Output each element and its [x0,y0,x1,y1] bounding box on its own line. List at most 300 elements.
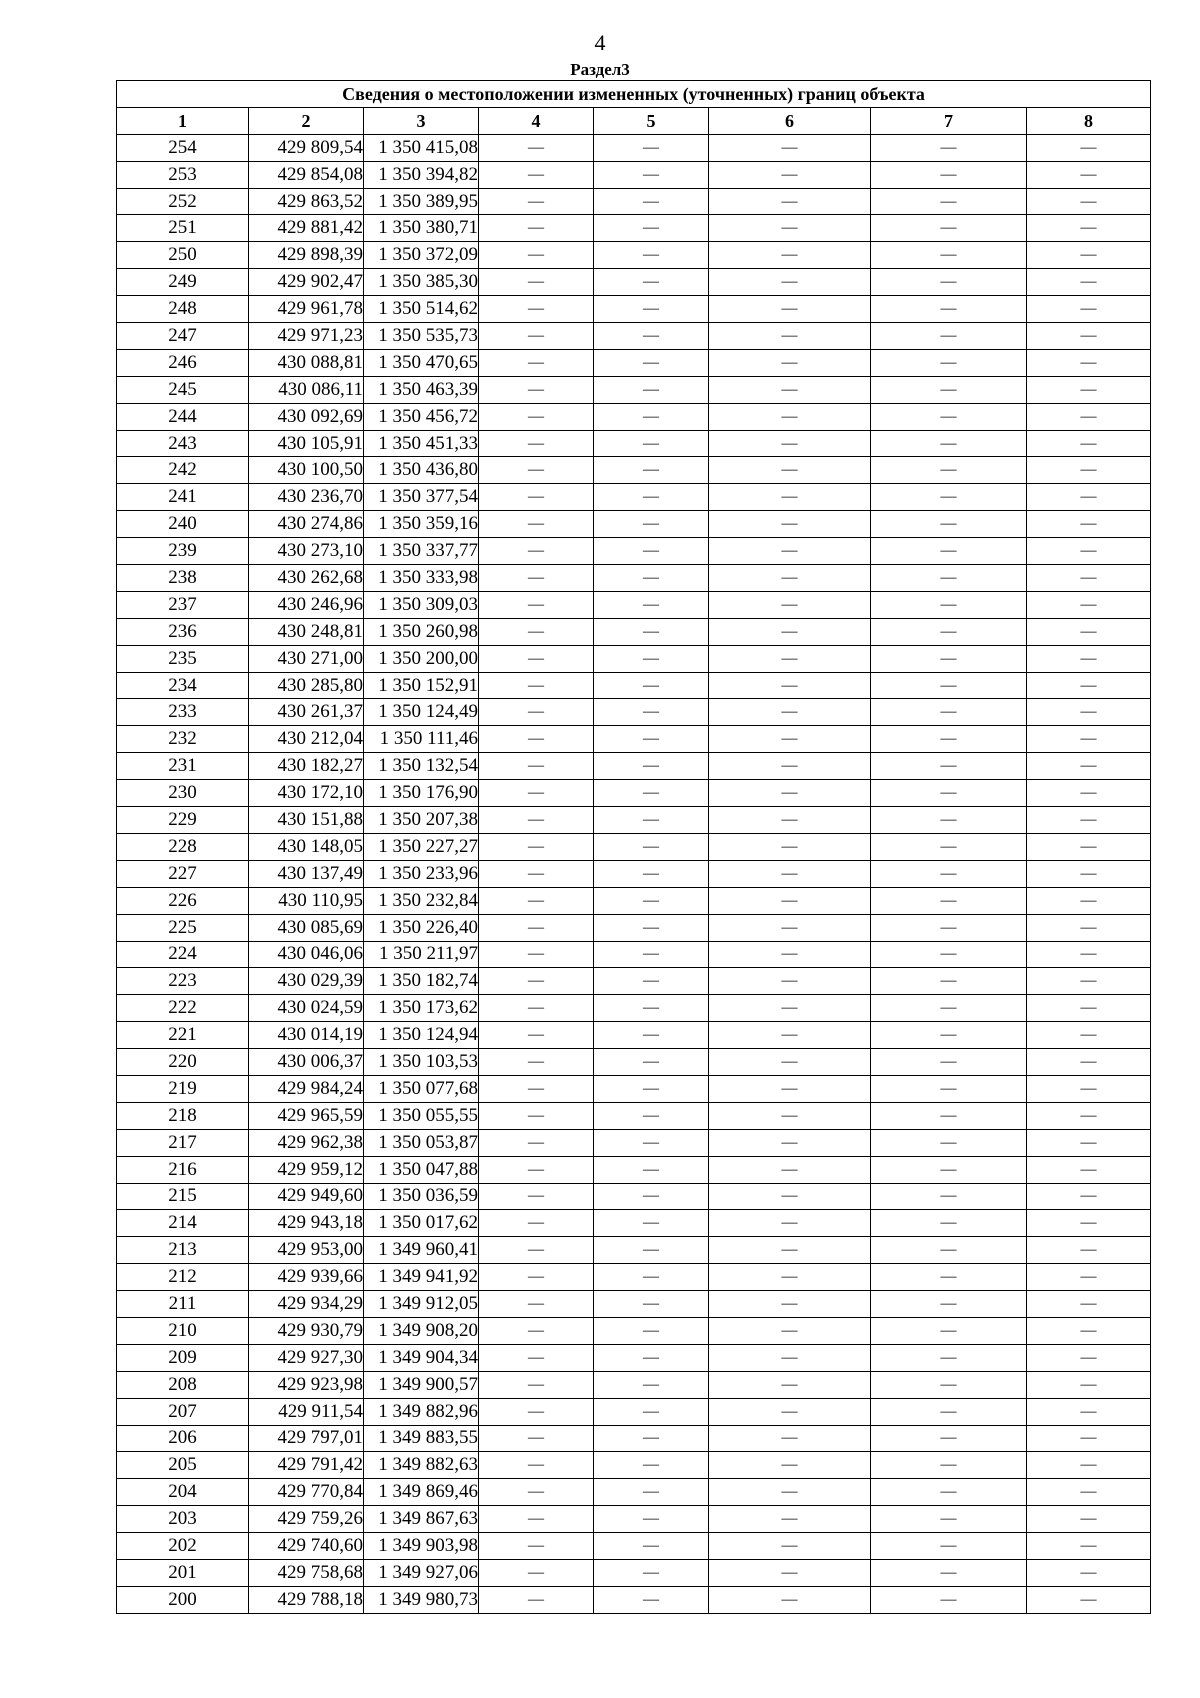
empty-value-cell: — [1027,1237,1151,1264]
empty-value-cell: — [1027,591,1151,618]
table-row [117,1317,1151,1344]
y-coordinate-cell: 1 349 903,98 [364,1533,479,1560]
empty-value-cell: — [1027,726,1151,753]
empty-value-cell: — [1027,269,1151,296]
point-number-cell: 227 [117,860,249,887]
empty-value-cell: — [594,296,709,323]
table-row [117,1344,1151,1371]
empty-value-cell: — [871,672,1027,699]
x-coordinate-cell: 429 943,18 [249,1210,364,1237]
empty-value-cell: — [1027,1317,1151,1344]
empty-value-cell: — [871,1559,1027,1586]
empty-value-cell: — [594,1291,709,1318]
empty-value-cell: — [1027,484,1151,511]
x-coordinate-cell: 430 046,06 [249,941,364,968]
point-number-cell: 217 [117,1129,249,1156]
empty-value-cell: — [479,376,594,403]
empty-value-cell: — [594,1075,709,1102]
empty-value-cell: — [871,887,1027,914]
x-coordinate-cell: 429 797,01 [249,1425,364,1452]
empty-value-cell: — [594,134,709,161]
column-header-5: 5 [594,107,709,134]
column-header-2: 2 [249,107,364,134]
empty-value-cell: — [479,457,594,484]
empty-value-cell: — [871,188,1027,215]
x-coordinate-cell: 429 939,66 [249,1264,364,1291]
point-number-cell: 231 [117,753,249,780]
empty-value-cell: — [709,618,871,645]
point-number-cell: 219 [117,1075,249,1102]
empty-value-cell: — [594,269,709,296]
x-coordinate-cell: 430 014,19 [249,1022,364,1049]
point-number-cell: 244 [117,403,249,430]
table-row [117,807,1151,834]
empty-value-cell: — [1027,161,1151,188]
empty-value-cell: — [709,887,871,914]
empty-value-cell: — [871,565,1027,592]
empty-value-cell: — [871,591,1027,618]
table-row [117,1049,1151,1076]
point-number-cell: 241 [117,484,249,511]
y-coordinate-cell: 1 350 436,80 [364,457,479,484]
column-header-4: 4 [479,107,594,134]
empty-value-cell: — [1027,1049,1151,1076]
empty-value-cell: — [709,511,871,538]
table-row [117,1022,1151,1049]
x-coordinate-cell: 430 262,68 [249,565,364,592]
x-coordinate-cell: 430 137,49 [249,860,364,887]
empty-value-cell: — [871,215,1027,242]
empty-value-cell: — [1027,968,1151,995]
empty-value-cell: — [709,1210,871,1237]
x-coordinate-cell: 430 105,91 [249,430,364,457]
empty-value-cell: — [709,538,871,565]
empty-value-cell: — [594,672,709,699]
empty-value-cell: — [594,1022,709,1049]
empty-value-cell: — [1027,1344,1151,1371]
empty-value-cell: — [479,860,594,887]
y-coordinate-cell: 1 350 359,16 [364,511,479,538]
point-number-cell: 207 [117,1398,249,1425]
page-number: 4 [594,30,606,55]
column-header-7: 7 [871,107,1027,134]
empty-value-cell: — [594,1559,709,1586]
table-row [117,645,1151,672]
empty-value-cell: — [709,1559,871,1586]
y-coordinate-cell: 1 350 333,98 [364,565,479,592]
x-coordinate-cell: 430 151,88 [249,807,364,834]
empty-value-cell: — [709,161,871,188]
y-coordinate-cell: 1 350 176,90 [364,780,479,807]
x-coordinate-cell: 429 984,24 [249,1075,364,1102]
empty-value-cell: — [871,349,1027,376]
table-row [117,1479,1151,1506]
table-row [117,457,1151,484]
y-coordinate-cell: 1 350 389,95 [364,188,479,215]
table-row [117,296,1151,323]
empty-value-cell: — [709,807,871,834]
y-coordinate-cell: 1 350 380,71 [364,215,479,242]
empty-value-cell: — [709,242,871,269]
empty-value-cell: — [1027,538,1151,565]
point-number-cell: 251 [117,215,249,242]
table-row [117,403,1151,430]
empty-value-cell: — [1027,780,1151,807]
table-row [117,134,1151,161]
y-coordinate-cell: 1 349 980,73 [364,1586,479,1613]
empty-value-cell: — [871,968,1027,995]
table-row [117,1102,1151,1129]
empty-value-cell: — [1027,188,1151,215]
empty-value-cell: — [479,134,594,161]
y-coordinate-cell: 1 350 309,03 [364,591,479,618]
empty-value-cell: — [594,1452,709,1479]
empty-value-cell: — [594,430,709,457]
table-row [117,1452,1151,1479]
empty-value-cell: — [709,1317,871,1344]
point-number-cell: 222 [117,995,249,1022]
empty-value-cell: — [871,161,1027,188]
empty-value-cell: — [479,565,594,592]
empty-value-cell: — [479,833,594,860]
x-coordinate-cell: 430 085,69 [249,914,364,941]
empty-value-cell: — [594,1264,709,1291]
y-coordinate-cell: 1 349 960,41 [364,1237,479,1264]
y-coordinate-cell: 1 350 211,97 [364,941,479,968]
y-coordinate-cell: 1 350 017,62 [364,1210,479,1237]
empty-value-cell: — [594,914,709,941]
table-row [117,349,1151,376]
x-coordinate-cell: 429 809,54 [249,134,364,161]
x-coordinate-cell: 429 930,79 [249,1317,364,1344]
y-coordinate-cell: 1 349 912,05 [364,1291,479,1318]
y-coordinate-cell: 1 349 904,34 [364,1344,479,1371]
empty-value-cell: — [479,645,594,672]
x-coordinate-cell: 430 261,37 [249,699,364,726]
point-number-cell: 245 [117,376,249,403]
x-coordinate-cell: 430 110,95 [249,887,364,914]
empty-value-cell: — [709,995,871,1022]
empty-value-cell: — [709,1156,871,1183]
empty-value-cell: — [871,269,1027,296]
table-row [117,887,1151,914]
empty-value-cell: — [1027,215,1151,242]
empty-value-cell: — [871,860,1027,887]
empty-value-cell: — [871,323,1027,350]
empty-value-cell: — [479,1129,594,1156]
x-coordinate-cell: 429 898,39 [249,242,364,269]
empty-value-cell: — [479,1210,594,1237]
empty-value-cell: — [479,242,594,269]
x-coordinate-cell: 430 029,39 [249,968,364,995]
empty-value-cell: — [479,296,594,323]
x-coordinate-cell: 429 788,18 [249,1586,364,1613]
empty-value-cell: — [594,618,709,645]
empty-value-cell: — [479,1425,594,1452]
point-number-cell: 239 [117,538,249,565]
empty-value-cell: — [594,1398,709,1425]
empty-value-cell: — [1027,860,1151,887]
point-number-cell: 223 [117,968,249,995]
point-number-cell: 238 [117,565,249,592]
point-number-cell: 211 [117,1291,249,1318]
empty-value-cell: — [871,1398,1027,1425]
x-coordinate-cell: 430 248,81 [249,618,364,645]
empty-value-cell: — [871,833,1027,860]
empty-value-cell: — [709,1506,871,1533]
empty-value-cell: — [709,484,871,511]
empty-value-cell: — [709,645,871,672]
table-row [117,538,1151,565]
empty-value-cell: — [871,1264,1027,1291]
empty-value-cell: — [594,188,709,215]
empty-value-cell: — [1027,1129,1151,1156]
point-number-cell: 253 [117,161,249,188]
table-row [117,1425,1151,1452]
empty-value-cell: — [1027,134,1151,161]
empty-value-cell: — [1027,1022,1151,1049]
empty-value-cell: — [709,1425,871,1452]
empty-value-cell: — [594,726,709,753]
table-row [117,1075,1151,1102]
y-coordinate-cell: 1 350 451,33 [364,430,479,457]
table-row [117,242,1151,269]
table-row [117,860,1151,887]
empty-value-cell: — [871,1344,1027,1371]
y-coordinate-cell: 1 350 514,62 [364,296,479,323]
empty-value-cell: — [594,403,709,430]
empty-value-cell: — [479,349,594,376]
x-coordinate-cell: 429 740,60 [249,1533,364,1560]
empty-value-cell: — [871,726,1027,753]
empty-value-cell: — [594,1049,709,1076]
empty-value-cell: — [594,941,709,968]
x-coordinate-cell: 429 927,30 [249,1344,364,1371]
empty-value-cell: — [479,484,594,511]
table-row [117,1183,1151,1210]
empty-value-cell: — [1027,618,1151,645]
empty-value-cell: — [709,833,871,860]
empty-value-cell: — [871,1533,1027,1560]
empty-value-cell: — [709,1129,871,1156]
empty-value-cell: — [479,161,594,188]
x-coordinate-cell: 429 759,26 [249,1506,364,1533]
empty-value-cell: — [1027,1102,1151,1129]
table-row [117,1237,1151,1264]
empty-value-cell: — [479,1586,594,1613]
empty-value-cell: — [479,1156,594,1183]
empty-value-cell: — [479,1075,594,1102]
table-row [117,215,1151,242]
empty-value-cell: — [1027,1371,1151,1398]
empty-value-cell: — [479,699,594,726]
table-row [117,1586,1151,1613]
y-coordinate-cell: 1 350 415,08 [364,134,479,161]
x-coordinate-cell: 429 791,42 [249,1452,364,1479]
empty-value-cell: — [709,1398,871,1425]
empty-value-cell: — [871,1049,1027,1076]
empty-value-cell: — [871,753,1027,780]
table-row [117,672,1151,699]
empty-value-cell: — [1027,511,1151,538]
empty-value-cell: — [594,645,709,672]
x-coordinate-cell: 429 971,23 [249,323,364,350]
empty-value-cell: — [871,1183,1027,1210]
empty-value-cell: — [479,1506,594,1533]
empty-value-cell: — [709,457,871,484]
point-number-cell: 228 [117,833,249,860]
empty-value-cell: — [1027,672,1151,699]
empty-value-cell: — [479,726,594,753]
empty-value-cell: — [594,1533,709,1560]
empty-value-cell: — [1027,699,1151,726]
y-coordinate-cell: 1 350 377,54 [364,484,479,511]
empty-value-cell: — [709,1586,871,1613]
y-coordinate-cell: 1 350 456,72 [364,403,479,430]
empty-value-cell: — [479,780,594,807]
empty-value-cell: — [709,376,871,403]
column-header-row [117,107,1151,134]
point-number-cell: 254 [117,134,249,161]
empty-value-cell: — [479,538,594,565]
x-coordinate-cell: 430 274,86 [249,511,364,538]
point-number-cell: 208 [117,1371,249,1398]
empty-value-cell: — [594,484,709,511]
y-coordinate-cell: 1 349 869,46 [364,1479,479,1506]
point-number-cell: 220 [117,1049,249,1076]
empty-value-cell: — [479,1533,594,1560]
table-row [117,591,1151,618]
y-coordinate-cell: 1 349 908,20 [364,1317,479,1344]
empty-value-cell: — [871,1317,1027,1344]
empty-value-cell: — [709,1344,871,1371]
empty-value-cell: — [871,376,1027,403]
empty-value-cell: — [1027,1452,1151,1479]
empty-value-cell: — [709,726,871,753]
empty-value-cell: — [871,430,1027,457]
y-coordinate-cell: 1 350 227,27 [364,833,479,860]
y-coordinate-cell: 1 349 867,63 [364,1506,479,1533]
empty-value-cell: — [594,968,709,995]
table-caption-row [117,81,1151,108]
point-number-cell: 230 [117,780,249,807]
point-number-cell: 209 [117,1344,249,1371]
point-number-cell: 204 [117,1479,249,1506]
empty-value-cell: — [1027,645,1151,672]
y-coordinate-cell: 1 350 463,39 [364,376,479,403]
point-number-cell: 246 [117,349,249,376]
y-coordinate-cell: 1 350 232,84 [364,887,479,914]
y-coordinate-cell: 1 350 207,38 [364,807,479,834]
y-coordinate-cell: 1 350 055,55 [364,1102,479,1129]
table-row [117,565,1151,592]
empty-value-cell: — [709,323,871,350]
x-coordinate-cell: 430 086,11 [249,376,364,403]
empty-value-cell: — [871,134,1027,161]
point-number-cell: 233 [117,699,249,726]
table-body [117,134,1151,1613]
x-coordinate-cell: 430 212,04 [249,726,364,753]
empty-value-cell: — [1027,1291,1151,1318]
x-coordinate-cell: 430 182,27 [249,753,364,780]
empty-value-cell: — [479,269,594,296]
empty-value-cell: — [709,1533,871,1560]
point-number-cell: 213 [117,1237,249,1264]
empty-value-cell: — [594,1425,709,1452]
empty-value-cell: — [1027,1506,1151,1533]
empty-value-cell: — [709,753,871,780]
empty-value-cell: — [594,565,709,592]
empty-value-cell: — [594,1344,709,1371]
point-number-cell: 200 [117,1586,249,1613]
y-coordinate-cell: 1 350 103,53 [364,1049,479,1076]
empty-value-cell: — [479,1317,594,1344]
empty-value-cell: — [709,1102,871,1129]
empty-value-cell: — [1027,941,1151,968]
y-coordinate-cell: 1 350 260,98 [364,618,479,645]
point-number-cell: 205 [117,1452,249,1479]
empty-value-cell: — [1027,995,1151,1022]
point-number-cell: 248 [117,296,249,323]
empty-value-cell: — [709,188,871,215]
empty-value-cell: — [871,1237,1027,1264]
table-row [117,780,1151,807]
point-number-cell: 202 [117,1533,249,1560]
table-row [117,833,1151,860]
empty-value-cell: — [594,753,709,780]
empty-value-cell: — [709,968,871,995]
x-coordinate-cell: 429 953,00 [249,1237,364,1264]
empty-value-cell: — [479,672,594,699]
empty-value-cell: — [1027,1425,1151,1452]
y-coordinate-cell: 1 350 182,74 [364,968,479,995]
empty-value-cell: — [709,1183,871,1210]
empty-value-cell: — [871,1479,1027,1506]
x-coordinate-cell: 429 863,52 [249,188,364,215]
empty-value-cell: — [871,1156,1027,1183]
empty-value-cell: — [594,1129,709,1156]
y-coordinate-cell: 1 350 226,40 [364,914,479,941]
table-row [117,1210,1151,1237]
empty-value-cell: — [479,1022,594,1049]
empty-value-cell: — [479,1479,594,1506]
y-coordinate-cell: 1 350 132,54 [364,753,479,780]
y-coordinate-cell: 1 349 900,57 [364,1371,479,1398]
empty-value-cell: — [709,1479,871,1506]
empty-value-cell: — [594,1210,709,1237]
empty-value-cell: — [709,1075,871,1102]
empty-value-cell: — [479,1398,594,1425]
empty-value-cell: — [1027,833,1151,860]
y-coordinate-cell: 1 350 053,87 [364,1129,479,1156]
table-caption: Сведения о местоположении измененных (уточненных) границ объекта [117,81,1151,108]
empty-value-cell: — [709,403,871,430]
y-coordinate-cell: 1 350 233,96 [364,860,479,887]
table-row [117,1506,1151,1533]
section-title: Раздел3 [570,60,630,79]
table-row [117,511,1151,538]
empty-value-cell: — [871,1102,1027,1129]
empty-value-cell: — [709,941,871,968]
empty-value-cell: — [594,1317,709,1344]
empty-value-cell: — [1027,1533,1151,1560]
table-row [117,968,1151,995]
empty-value-cell: — [479,1559,594,1586]
x-coordinate-cell: 429 965,59 [249,1102,364,1129]
point-number-cell: 221 [117,1022,249,1049]
point-number-cell: 224 [117,941,249,968]
empty-value-cell: — [871,1291,1027,1318]
